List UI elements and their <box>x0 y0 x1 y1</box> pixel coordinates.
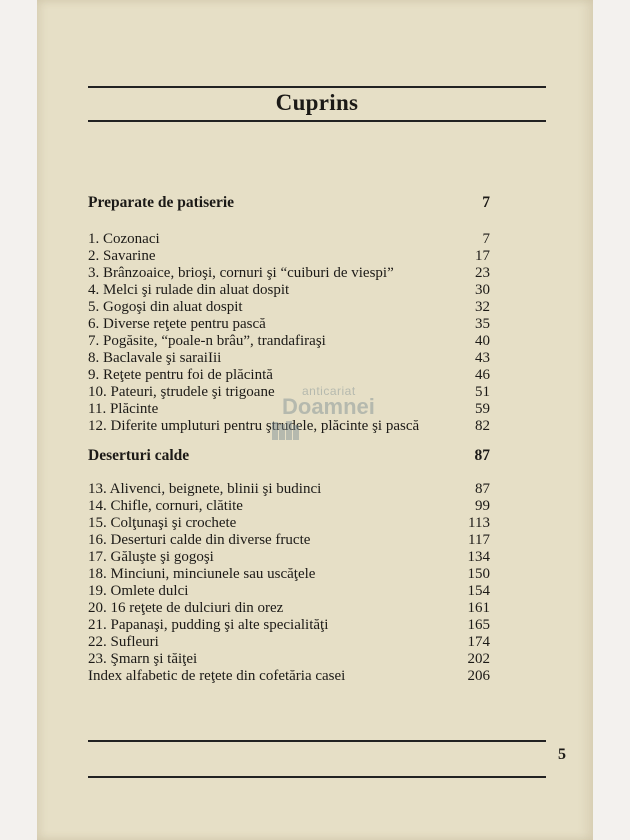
toc-entry-label: Index alfabetic de reţete din cofetăria casei <box>88 668 346 684</box>
toc-entry-label: 5. Gogoşi din aluat dospit <box>88 299 243 315</box>
toc-entry-label: 10. Pateuri, ştrudele şi trigoane <box>88 384 275 400</box>
toc-entry-page: 40 <box>475 333 490 349</box>
toc-entry-page: 30 <box>475 282 490 298</box>
toc-entry-page: 165 <box>467 617 490 633</box>
toc-entry-page: 51 <box>475 384 490 400</box>
toc-entry-page: 206 <box>467 668 490 684</box>
toc-entry-label: 6. Diverse reţete pentru pască <box>88 316 266 332</box>
section-heading-label: Deserturi calde <box>88 447 190 464</box>
toc-entry-page: 32 <box>475 299 490 315</box>
page-number: 5 <box>558 746 566 763</box>
toc-entry-page: 23 <box>475 265 490 281</box>
toc-entry-label: 19. Omlete dulci <box>88 583 189 599</box>
toc-entry-page: 117 <box>468 532 490 548</box>
toc-entry <box>88 666 490 686</box>
section-heading <box>88 193 490 213</box>
toc-entry-label: 9. Reţete pentru foi de plăcintă <box>88 367 273 383</box>
title-underline-rule <box>88 120 546 122</box>
toc-entry-label: 18. Minciuni, minciunele sau uscăţele <box>88 566 316 582</box>
toc-entry-label: 20. 16 reţete de dulciuri din orez <box>88 600 284 616</box>
watermark-line1: anticariat <box>302 384 356 398</box>
toc-entry-page: 82 <box>475 418 490 434</box>
toc-entry-page: 43 <box>475 350 490 366</box>
toc-entry-label: 8. Baclavale şi saraiIii <box>88 350 222 366</box>
toc-entry-page: 174 <box>467 634 490 650</box>
toc-entry-label: 1. Cozonaci <box>88 231 160 247</box>
section-heading-page: 7 <box>482 194 490 211</box>
toc-entry-page: 7 <box>482 231 490 247</box>
toc-entry-label: 14. Chifle, cornuri, clătite <box>88 498 243 514</box>
toc-entry-page: 154 <box>467 583 490 599</box>
toc-entry-label: 17. Găluşte şi gogoşi <box>88 549 214 565</box>
toc-entry-label: 16. Deserturi calde din diverse fructe <box>88 532 311 548</box>
page-title: Cuprins <box>275 90 359 115</box>
bottom-rule-lower <box>88 776 546 778</box>
toc-entry-label: 22. Sufleuri <box>88 634 159 650</box>
toc-entry-page: 134 <box>467 549 490 565</box>
section-heading <box>88 446 490 466</box>
toc-entry-page: 35 <box>475 316 490 332</box>
toc-entry-label: 23. Şmarn şi tăiţei <box>88 651 198 667</box>
toc-entry-label: 15. Colţunaşi şi crochete <box>88 515 237 531</box>
bottom-rule-upper <box>88 740 546 742</box>
toc-entry-page: 59 <box>475 401 490 417</box>
watermark-line2: Doamnei <box>282 394 375 419</box>
toc-entry-page: 46 <box>475 367 490 383</box>
toc-entry-label: 12. Diferite umpluturi pentru ştrudele, plăcinte şi pască <box>88 418 420 434</box>
section-heading-page: 87 <box>474 447 490 464</box>
toc-entry-page: 150 <box>467 566 490 582</box>
toc-entry-label: 7. Pogăsite, “poale-n brâu”, trandafiraşi <box>88 333 326 349</box>
toc-entry-label: 2. Savarine <box>88 248 156 264</box>
toc-entry-page: 99 <box>475 498 490 514</box>
toc-entry-page: 161 <box>467 600 490 616</box>
toc-entry-page: 202 <box>467 651 490 667</box>
toc-entry-page: 17 <box>475 248 490 264</box>
toc-entry-label: 4. Melci şi rulade din aluat dospit <box>88 282 290 298</box>
toc-entry-label: 3. Brânzoaice, brioşi, cornuri şi “cuiburi de viespi” <box>88 265 394 281</box>
toc-entry-label: 13. Alivenci, beignete, blinii şi budinci <box>88 481 322 497</box>
toc-entry-page: 87 <box>475 481 490 497</box>
toc-entry-label: 11. Plăcinte <box>88 401 159 417</box>
toc-entry-label: 21. Papanaşi, pudding şi alte specialităţi <box>88 617 329 633</box>
toc-entry <box>88 416 490 436</box>
toc-entry-page: 113 <box>468 515 490 531</box>
section-heading-label: Preparate de patiserie <box>88 194 235 211</box>
